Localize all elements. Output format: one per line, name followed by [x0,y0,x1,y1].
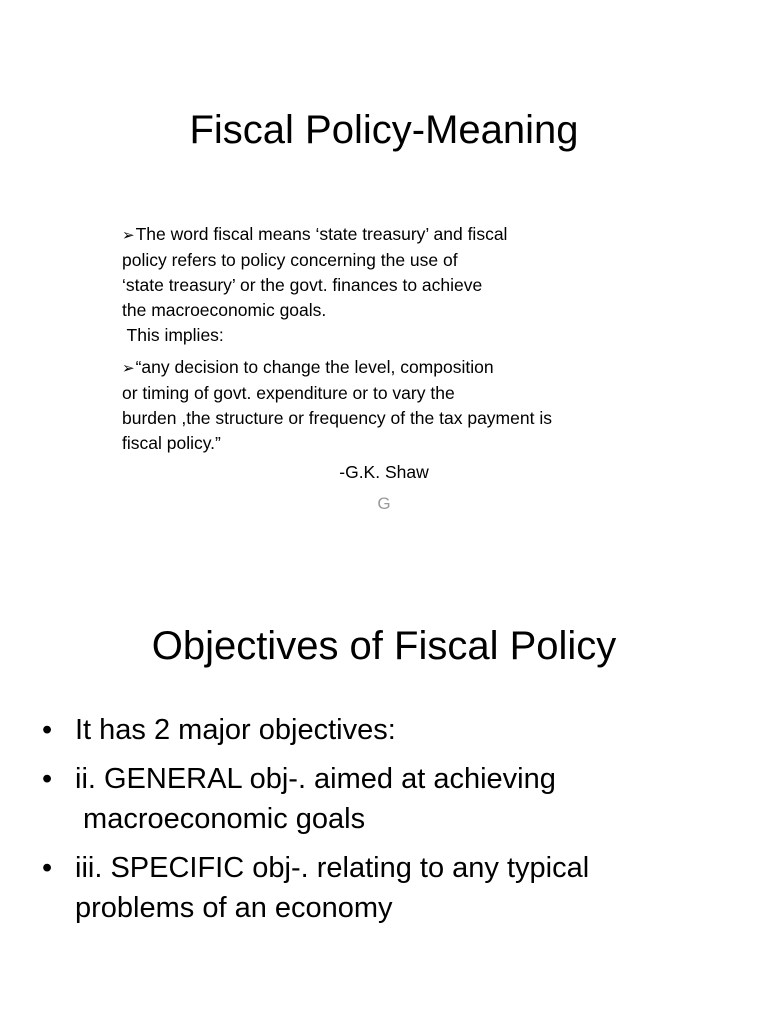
bullet-icon: • [42,714,53,746]
quote-line-2: or timing of govt. expenditure or to vary the [122,383,455,403]
bullet-icon: • [42,763,53,795]
footer-mark: G [377,494,391,513]
slide-objectives-of-fiscal-policy [0,560,768,1024]
definition-line-3: ‘state treasury’ or the govt. finances to achieve [122,275,483,295]
list-item: • iii. SPECIFIC obj-. relating to any typical problems of an economy [40,848,740,928]
quote-attribution: -G.K. Shaw [339,462,429,482]
objectives-list [40,710,740,937]
definition-line-4: the macroeconomic goals. [122,300,327,320]
list-item: • It has 2 major objectives: [40,710,740,750]
definition-line-2: policy refers to policy concerning the use of [122,250,458,270]
definition-line-1: ➢The word fiscal means ‘state treasury’ and fiscal [122,224,508,244]
arrow-bullet-icon: ➢ [122,360,135,377]
quote-line-1: ➢“any decision to change the level, composition [122,357,494,377]
definition-text [122,222,642,456]
slide-title: Fiscal Policy-Meaning [189,108,579,152]
arrow-bullet-icon: ➢ [122,227,135,244]
list-item: • ii. GENERAL obj-. aimed at achieving macroeconomic goals [40,759,740,839]
definition-line-5: This implies: [122,325,224,345]
quote-line-3: burden ,the structure or frequency of the tax payment is [122,408,552,428]
slide-title: Objectives of Fiscal Policy [151,624,617,668]
bullet-icon: • [42,852,53,884]
quote-line-4: fiscal policy.” [122,433,221,453]
